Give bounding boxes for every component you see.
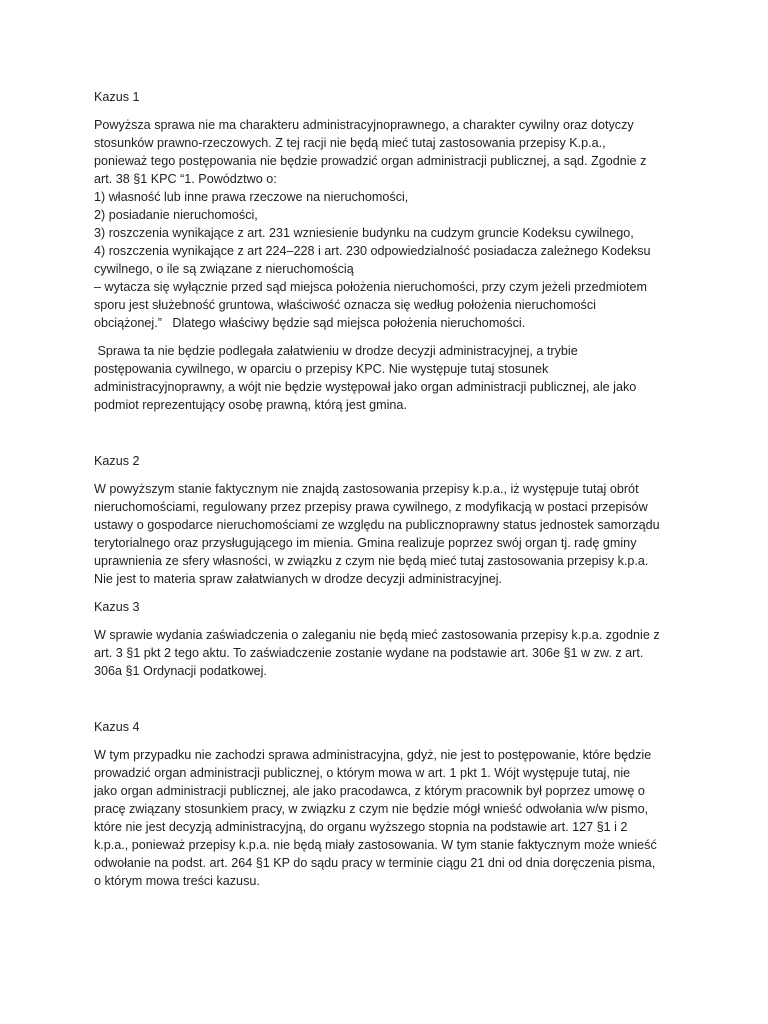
text-line: – wytacza się wyłącznie przed sąd miejsca położenia nieruchomości, przy czym jeżeli przedmiotem (94, 280, 647, 294)
text-line: W tym przypadku nie zachodzi sprawa administracyjna, gdyż, nie jest to postępowanie, które będzie (94, 748, 652, 762)
text-line: prowadzić organ administracji publicznej, o którym mowa w art. 1 pkt 1. Wójt występuje tutaj, nie (94, 766, 631, 780)
text-line: 1) własność lub inne prawa rzeczowe na nieruchomości, (94, 190, 409, 204)
text-line: W sprawie wydania zaświadczenia o zaleganiu nie będą mieć zastosowania przepisy k.p.a. zgodnie z (94, 628, 660, 642)
text-line: podmiot reprezentujący osobę prawną, którą jest gmina. (94, 398, 407, 412)
text-line: k.p.a., ponieważ przepisy k.p.a. nie będą miały zastosowania. W tym stanie faktycznym może wnieść (94, 838, 657, 852)
text-line: cywilnego, o ile są związane z nieruchomością (94, 262, 354, 276)
text-line: W powyższym stanie faktycznym nie znajdą zastosowania przepisy k.p.a., iż występuje tutaj obrót (94, 482, 639, 496)
section-kazus-2 (94, 452, 694, 588)
text-line: 4) roszczenia wynikające z art 224–228 i art. 230 odpowiedzialność posiadacza zależnego Kodeksu (94, 244, 651, 258)
text-line: stosunków prawno-rzeczowych. Z tej racji nie będą mieć tutaj zastosowania przepisy K.p.a., (94, 136, 606, 150)
text-line: które nie jest decyzją administracyjną, do organu wyższego stopnia na podstawie art. 127 §1 i 2 (94, 820, 628, 834)
section-kazus-4 (94, 718, 694, 890)
text-line: 306a §1 Ordynacji podatkowej. (94, 664, 267, 678)
text-line: art. 38 §1 KPC “1. Powództwo o: (94, 172, 277, 186)
text-line: 3) roszczenia wynikające z art. 231 wzniesienie budynku na cudzym gruncie Kodeksu cywilnego, (94, 226, 634, 240)
text-line: postępowania cywilnego, w oparciu o przepisy KPC. Nie występuje tutaj stosunek (94, 362, 549, 376)
section-heading: Kazus 3 (94, 600, 140, 614)
paragraph (94, 480, 694, 588)
paragraph (94, 746, 694, 890)
text-line: jako organ administracji publicznej, ale jako pracodawca, z którym pracownik był poprzez umowę o (94, 784, 645, 798)
text-line: odwołanie na podst. art. 264 §1 KP do sądu pracy w terminie ciągu 21 dni od dnia doręczenia pisma, (94, 856, 656, 870)
text-line: o którym mowa treści kazusu. (94, 874, 260, 888)
text-line: sporu jest służebność gruntowa, właściwość oznacza się według położenia nieruchomości (94, 298, 596, 312)
text-line: 2) posiadanie nieruchomości, (94, 208, 258, 222)
text-line: Powyższa sprawa nie ma charakteru administracyjnoprawnego, a charakter cywilny oraz dotyczy (94, 118, 634, 132)
text-line: ustawy o gospodarce nieruchomościami ze względu na publicznoprawny status jednostek samorządu (94, 518, 660, 532)
section-heading: Kazus 1 (94, 90, 140, 104)
spacer (94, 424, 694, 452)
text-line: nieruchomościami, regulowany przez przepisy prawa cywilnego, z modyfikacją w postaci przepisów (94, 500, 648, 514)
section-heading: Kazus 4 (94, 720, 140, 734)
paragraph (94, 626, 694, 680)
text-line: art. 3 §1 pkt 2 tego aktu. To zaświadczenie zostanie wydane na podstawie art. 306e §1 w zw. z art. (94, 646, 644, 660)
section-heading: Kazus 2 (94, 454, 140, 468)
spacer (94, 690, 694, 718)
text-line: pracę związany stosunkiem pracy, w związku z czym nie będzie mógł wnieść odwołania w/w pismo, (94, 802, 649, 816)
text-line: obciążonej.” Dlatego właściwy będzie sąd miejsca położenia nieruchomości. (94, 316, 526, 330)
text-line: administracyjnoprawny, a wójt nie będzie występował jako organ administracji publicznej, ale jako (94, 380, 637, 394)
paragraph (94, 116, 694, 332)
text-line: ponieważ tego postępowania nie będzie prowadzić organ administracji publicznej, a sąd. Zgodnie z (94, 154, 647, 168)
text-line: terytorialnego oraz przysługującego im mienia. Gmina realizuje poprzez swój organ tj. radę gminy (94, 536, 637, 550)
text-line: Sprawa ta nie będzie podlegała załatwieniu w drodze decyzji administracyjnej, a trybie (94, 344, 578, 358)
section-kazus-1 (94, 88, 694, 414)
text-line: Nie jest to materia spraw załatwianych w drodze decyzji administracyjnej. (94, 572, 503, 586)
text-line: uprawnienia ze sfery własności, w związku z czym nie będą mieć tutaj zastosowania przepisy k.p.a. (94, 554, 649, 568)
section-kazus-3 (94, 598, 694, 680)
paragraph (94, 342, 694, 414)
document-page (94, 88, 694, 900)
